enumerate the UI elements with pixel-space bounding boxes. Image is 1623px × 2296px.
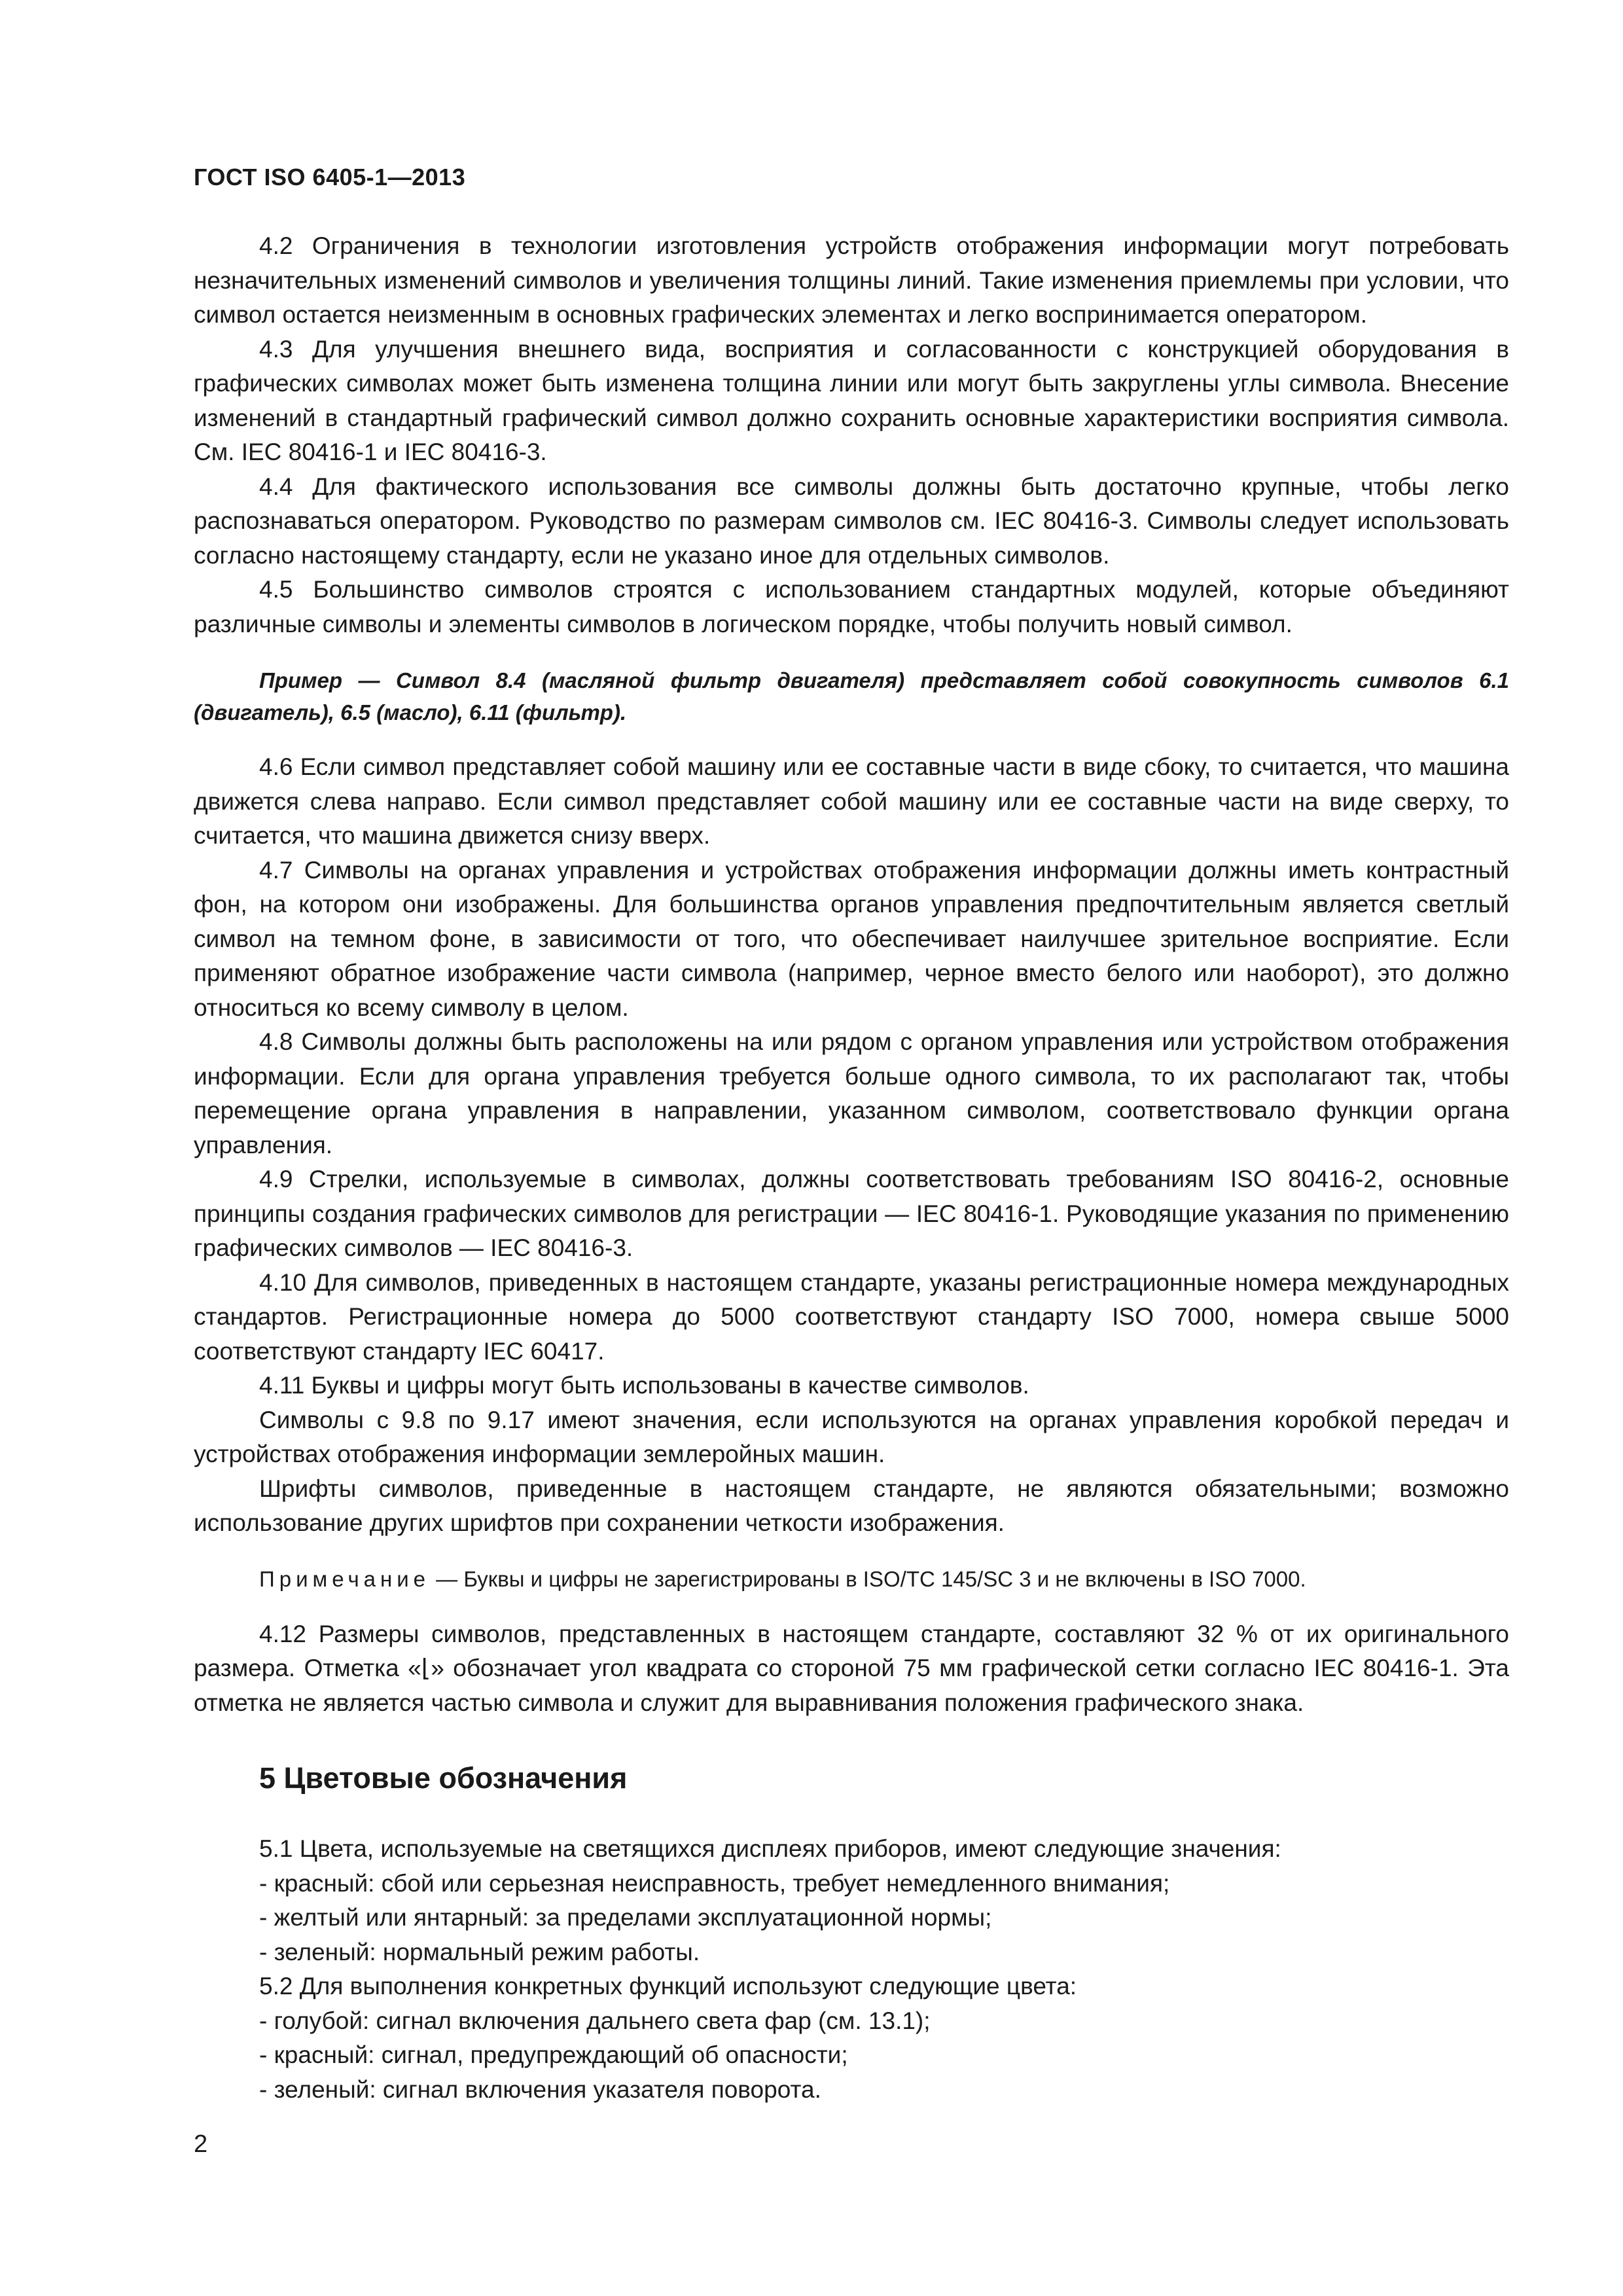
paragraph-4-6: 4.6 Если символ представляет собой машину или ее составные части в виде сбоку, то считается, что машина движется слева направо. Если символ представляет собой машину или ее составные части на виде сверху, то считается, что машина движется снизу вверх. (194, 753, 1509, 849)
list-item: - голубой: сигнал включения дальнего света фар (см. 13.1); (259, 2007, 931, 2034)
page-number: 2 (194, 2130, 208, 2158)
list-item: - красный: сбой или серьезная неисправность, требует немедленного внимания; (259, 1869, 1170, 1897)
note-label: Примечание (259, 1566, 431, 1591)
list-item: - зеленый: сигнал включения указателя поворота. (259, 2075, 821, 2103)
list-item: - красный: сигнал, предупреждающий об опасности; (259, 2041, 848, 2068)
document-body (194, 229, 1509, 2107)
paragraph-5-2: 5.2 Для выполнения конкретных функций используют следующие цвета: (259, 1973, 1077, 2000)
paragraph-4-8: 4.8 Символы должны быть расположены на или рядом с органом управления или устройством отображения информации. Если для органа управления требуется больше одного символа, то их располагают так, чтобы перемещение органа управления в направлении, указанном символом, соответствовало функции органа управления. (194, 1028, 1509, 1158)
paragraph-4-2: 4.2 Ограничения в технологии изготовления устройств отображения информации могут потребовать незначительных изменений символов и увеличения толщины линий. Такие изменения приемлемы при условии, что символ остается неизменным в основных графических элементах и легко воспринимается оператором. (194, 232, 1509, 328)
paragraph-4-4: 4.4 Для фактического использования все символы должны быть достаточно крупные, чтобы легко распознаваться оператором. Руководство по размерам символов см. IEC 80416-3. Символы следует использовать согласно настоящему стандарту, если не указано иное для отдельных символов. (194, 473, 1509, 569)
list-item: - желтый или янтарный: за пределами эксплуатационной нормы; (259, 1904, 992, 1931)
paragraph-4-7: 4.7 Символы на органах управления и устройствах отображения информации должны иметь контрастный фон, на котором они изображены. Для большинства органов управления предпочтительным является светлый символ на темном фоне, в зависимости от того, что обеспечивает наилучшее зрительное восприятие. Если применяют обратное изображение части символа (например, черное вместо белого или наоборот), это должно относиться ко всему символу в целом. (194, 856, 1509, 1021)
paragraph-4-11-fonts: Шрифты символов, приведенные в настоящем стандарте, не являются обязательными; возможно использование других шрифтов при сохранении четкости изображения. (194, 1475, 1509, 1536)
note-text: — Буквы и цифры не зарегистрированы в ISO/TC 145/SC 3 и не включены в ISO 7000. (430, 1566, 1306, 1591)
paragraph-4-12: 4.12 Размеры символов, представленных в настоящем стандарте, составляют 32 % от их оригинального размера. Отметка «⌊» обозначает угол квадрата со стороной 75 мм графической сетки согласно IEC 80416-1. Эта отметка не является частью символа и служит для выравнивания положения графического знака. (194, 1620, 1509, 1716)
note-block (194, 1563, 1509, 1595)
document-header: ГОСТ ISO 6405-1—2013 (194, 164, 466, 190)
paragraph-4-5: 4.5 Большинство символов строятся с использованием стандартных модулей, которые объединяют различные символы и элементы символов в логическом порядке, чтобы получить новый символ. (194, 576, 1509, 637)
paragraph-4-11: 4.11 Буквы и цифры могут быть использованы в качестве символов. (259, 1372, 1029, 1399)
paragraph-5-1: 5.1 Цвета, используемые на светящихся дисплеях приборов, имеют следующие значения: (259, 1835, 1281, 1862)
example-block: Пример — Символ 8.4 (масляной фильтр двигателя) представляет собой совокупность символов 6.1 (двигатель), 6.5 (масло), 6.11 (фильтр). (194, 668, 1509, 725)
section-5-title: 5 Цветовые обозначения (259, 1761, 628, 1795)
list-item: - зеленый: нормальный режим работы. (259, 1938, 700, 1965)
paragraph-4-9: 4.9 Стрелки, используемые в символах, должны соответствовать требованиям ISO 80416-2, основные принципы создания графических символов для регистрации — IEC 80416-1. Руководящие указания по применению графических символов — IEC 80416-3. (194, 1166, 1509, 1261)
paragraph-4-11-symbols: Символы с 9.8 по 9.17 имеют значения, если используются на органах управления коробкой передач и устройствах отображения информации землеройных машин. (194, 1406, 1509, 1467)
paragraph-4-3: 4.3 Для улучшения внешнего вида, восприятия и согласованности с конструкцией оборудования в графических символах может быть изменена толщина линии или могут быть закруглены углы символа. Внесение изменений в стандартный графический символ должно сохранить основные характеристики восприятия символа. См. IEC 80416-1 и IEC 80416-3. (194, 335, 1509, 465)
paragraph-4-10: 4.10 Для символов, приведенных в настоящем стандарте, указаны регистрационные номера международных стандартов. Регистрационные номера до 5000 соответствуют стандарту ISO 7000, номера свыше 5000 соответствуют стандарту IEC 60417. (194, 1268, 1509, 1365)
